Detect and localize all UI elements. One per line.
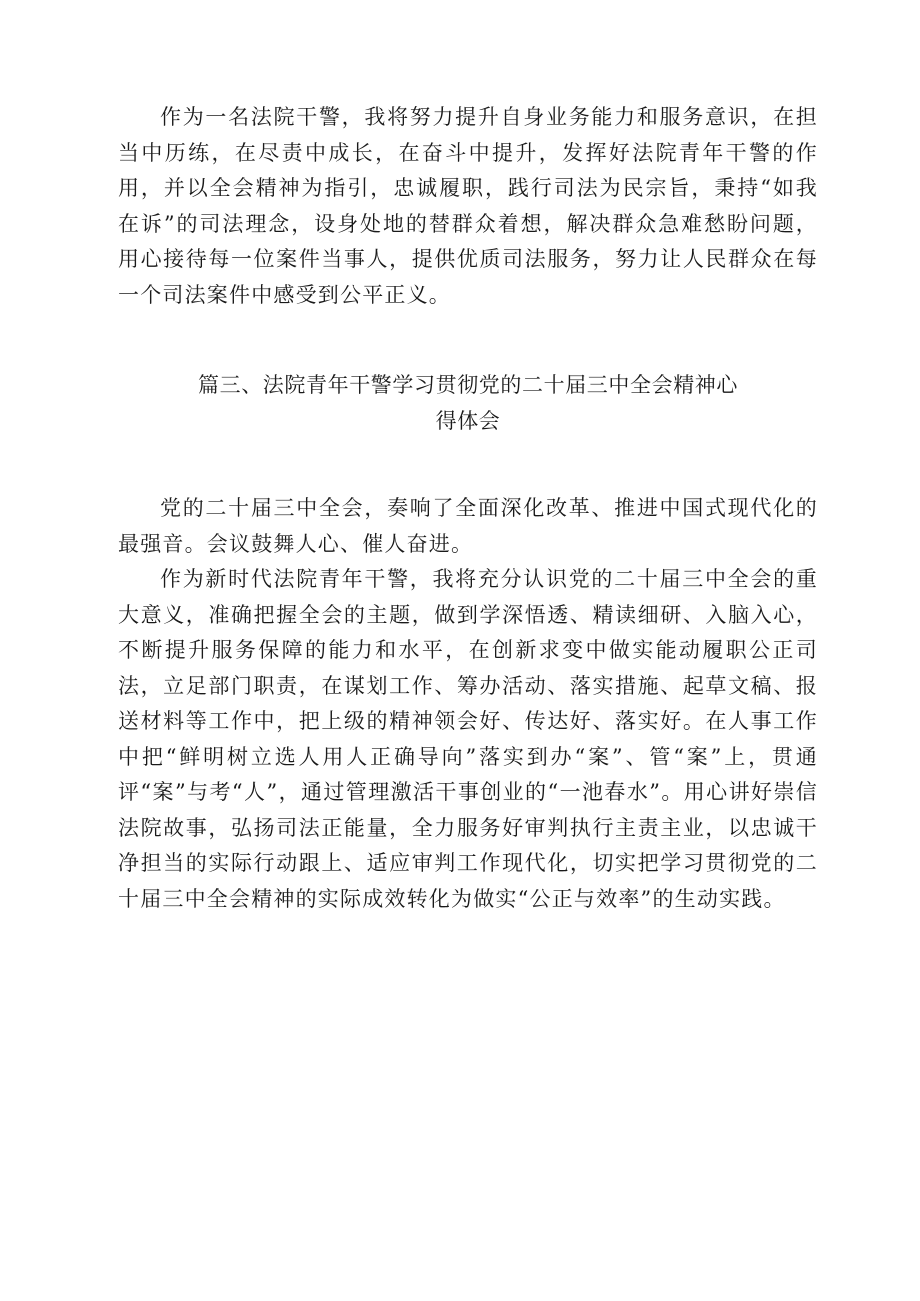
document-page <box>118 100 818 917</box>
section-title-line-2: 得体会 <box>435 409 501 433</box>
section-title-line-1: 篇三、法院青年干警学习贯彻党的二十届三中全会精神心 <box>198 373 738 397</box>
paragraph-plenum-intro: 党的二十届三中全会，奏响了全面深化改革、推进中国式现代化的最强音。会议鼓舞人心、催人奋进。 <box>118 496 818 556</box>
paragraph-commitment: 作为一名法院干警，我将努力提升自身业务能力和服务意识，在担当中历练，在尽责中成长，在奋斗中提升，发挥好法院青年干警的作用，并以全会精神为指引，忠诚履职，践行司法为民宗旨，秉持“如我在诉”的司法理念，设身处地的替群众着想，解决群众急难愁盼问题，用心接待每一位案件当事人，提供优质司法服务，努力让人民群众在每一个司法案件中感受到公平正义。 <box>118 105 818 307</box>
section-title <box>118 367 818 439</box>
paragraph-young-officer-plan: 作为新时代法院青年干警，我将充分认识党的二十届三中全会的重大意义，准确把握全会的主题，做到学深悟透、精读细研、入脑入心，不断提升服务保障的能力和水平，在创新求变中做实能动履职公正司法，立足部门职责，在谋划工作、筹办活动、落实措施、起草文稿、报送材料等工作中，把上级的精神领会好、传达好、落实好。在人事工作中把“鲜明树立选人用人正确导向”落实到办“案”、管“案”上，贯通评“案”与考“人”，通过管理激活干事创业的“一池春水”。用心讲好崇信法院故事，弘扬司法正能量，全力服务好审判执行主责主业，以忠诚干净担当的实际行动跟上、适应审判工作现代化，切实把学习贯彻党的二十届三中全会精神的实际成效转化为做实“公正与效率”的生动实践。 <box>118 567 818 911</box>
